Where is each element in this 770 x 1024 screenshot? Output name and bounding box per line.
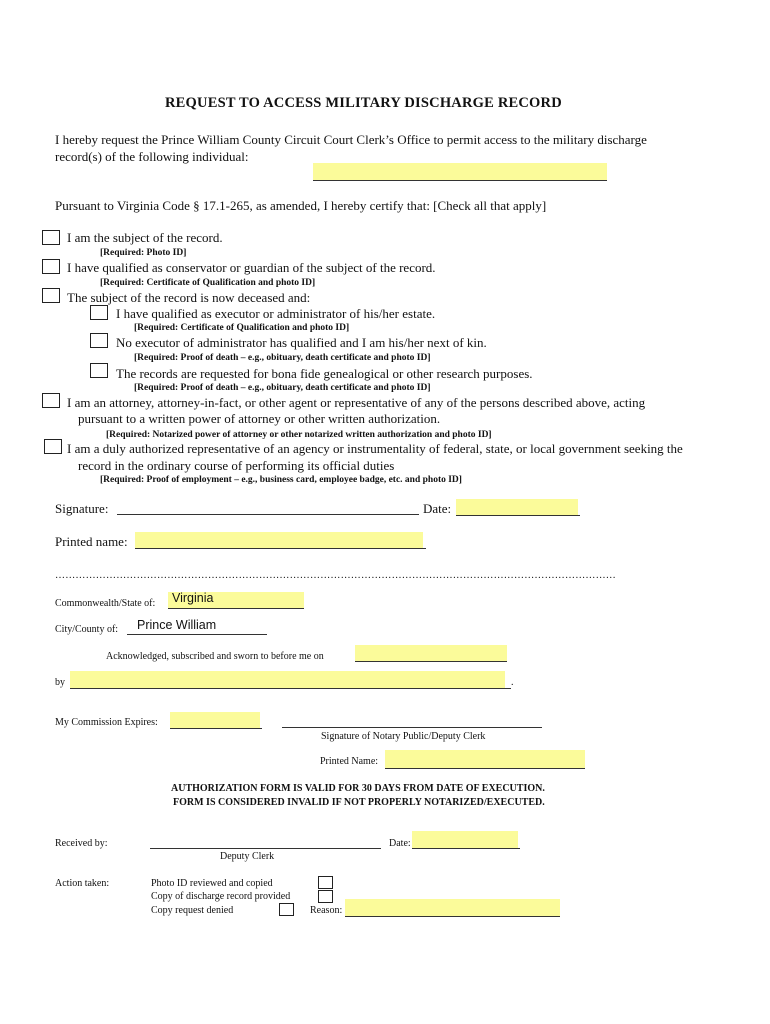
validity-notice-line-2: FORM IS CONSIDERED INVALID IF NOT PROPERLY NOTARIZED/EXECUTED. xyxy=(173,797,545,808)
by-period: . xyxy=(511,677,514,688)
office-date-underline xyxy=(412,848,520,849)
copy-provided-checkbox[interactable] xyxy=(318,890,333,903)
photo-id-checkbox[interactable] xyxy=(318,876,333,889)
action-taken-label: Action taken: xyxy=(55,878,110,889)
date-underline xyxy=(456,515,580,516)
printed-name-label: Printed name: xyxy=(55,534,128,549)
office-date-label: Date: xyxy=(389,838,411,849)
received-by-label: Received by: xyxy=(55,838,108,849)
genealogical-checkbox[interactable] xyxy=(90,363,108,378)
notary-signature-line[interactable] xyxy=(282,727,542,728)
next-of-kin-option-label: No executor of administrator has qualified and I am his/her next of kin. xyxy=(116,335,487,350)
photo-id-label: Photo ID reviewed and copied xyxy=(151,878,273,889)
deceased-option-label: The subject of the record is now deceased and: xyxy=(67,290,311,305)
attorney-option-line-1: I am an attorney, attorney-in-fact, or other agent or representative of any of the persons described above, acting xyxy=(67,395,646,410)
notary-signature-caption: Signature of Notary Public/Deputy Clerk xyxy=(321,731,486,742)
date-field[interactable] xyxy=(456,499,578,516)
reason-label: Reason: xyxy=(310,905,343,916)
agency-requirement: [Required: Proof of employment – e.g., business card, employee badge, etc. and photo ID] xyxy=(100,475,462,485)
executor-requirement: [Required: Certificate of Qualification and photo ID] xyxy=(134,323,350,333)
copy-provided-label: Copy of discharge record provided xyxy=(151,891,291,902)
subject-option-label: I am the subject of the record. xyxy=(67,230,223,245)
commission-underline xyxy=(170,728,262,729)
reason-underline xyxy=(345,916,560,917)
by-label: by xyxy=(55,677,65,688)
conservator-requirement: [Required: Certificate of Qualification and photo ID] xyxy=(100,278,316,288)
date-label: Date: xyxy=(423,501,452,516)
state-underline xyxy=(168,608,304,609)
signature-line[interactable] xyxy=(117,514,419,515)
page-title: REQUEST TO ACCESS MILITARY DISCHARGE RECORD xyxy=(165,95,562,111)
acknowledged-date-underline xyxy=(355,661,507,662)
deceased-checkbox[interactable] xyxy=(42,288,60,303)
subject-name-field[interactable] xyxy=(313,163,607,181)
genealogical-requirement: [Required: Proof of death – e.g., obituary, death certificate and photo ID] xyxy=(134,383,431,393)
state-value: Virginia xyxy=(172,591,214,605)
commission-label: My Commission Expires: xyxy=(55,717,158,728)
notary-printed-name-underline xyxy=(385,768,585,769)
next-of-kin-checkbox[interactable] xyxy=(90,333,108,348)
intro-line-2: record(s) of the following individual: xyxy=(55,149,249,164)
printed-name-field[interactable] xyxy=(135,532,423,549)
agency-option-line-1: I am a duly authorized representative of an agency or instrumentality of federal, state, or local government seeking the xyxy=(67,441,683,456)
notary-printed-name-field[interactable] xyxy=(385,750,585,768)
reason-field[interactable] xyxy=(345,899,560,916)
subject-name-underline xyxy=(313,180,607,181)
next-of-kin-requirement: [Required: Proof of death – e.g., obituary, death certificate and photo ID] xyxy=(134,353,431,363)
printed-name-underline xyxy=(135,548,426,549)
agency-option-line-2: record in the ordinary course of performing its official duties xyxy=(78,458,395,473)
subject-checkbox[interactable] xyxy=(42,230,60,245)
separator-dots: ………………………………………………………………………………………………………………………………………………… xyxy=(55,570,616,581)
office-date-field[interactable] xyxy=(412,831,518,848)
attorney-option-line-2: pursuant to a written power of attorney or other written authorization. xyxy=(78,411,441,426)
copy-denied-checkbox[interactable] xyxy=(279,903,294,916)
county-value[interactable]: Prince William xyxy=(137,618,217,632)
conservator-option-label: I have qualified as conservator or guardian of the subject of the record. xyxy=(67,260,436,275)
attorney-requirement: [Required: Notarized power of attorney or other notarized written authorization and photo ID] xyxy=(106,430,492,440)
genealogical-option-label: The records are requested for bona fide genealogical or other research purposes. xyxy=(116,366,533,381)
attorney-checkbox[interactable] xyxy=(42,393,60,408)
validity-notice-line-1: AUTHORIZATION FORM IS VALID FOR 30 DAYS FROM DATE OF EXECUTION. xyxy=(171,783,545,794)
agency-checkbox[interactable] xyxy=(44,439,62,454)
by-field[interactable] xyxy=(70,671,505,688)
conservator-checkbox[interactable] xyxy=(42,259,60,274)
county-underline xyxy=(127,634,267,635)
pursuant-statement: Pursuant to Virginia Code § 17.1-265, as amended, I hereby certify that: [Check all that apply] xyxy=(55,198,547,213)
copy-denied-label: Copy request denied xyxy=(151,905,234,916)
acknowledged-text: Acknowledged, subscribed and sworn to before me on xyxy=(106,651,324,662)
deputy-clerk-caption: Deputy Clerk xyxy=(220,851,275,862)
notary-printed-name-label: Printed Name: xyxy=(320,756,379,767)
subject-requirement: [Required: Photo ID] xyxy=(100,248,187,258)
intro-line-1: I hereby request the Prince William County Circuit Court Clerk’s Office to permit access to the military discharge xyxy=(55,132,647,147)
commission-field[interactable] xyxy=(170,712,260,728)
executor-checkbox[interactable] xyxy=(90,305,108,320)
acknowledged-date-field[interactable] xyxy=(355,645,507,661)
signature-label: Signature: xyxy=(55,501,109,516)
state-label: Commonwealth/State of: xyxy=(55,598,156,609)
by-underline xyxy=(70,688,511,689)
county-label: City/County of: xyxy=(55,624,119,635)
received-by-line[interactable] xyxy=(150,848,381,849)
executor-option-label: I have qualified as executor or administrator of his/her estate. xyxy=(116,306,436,321)
